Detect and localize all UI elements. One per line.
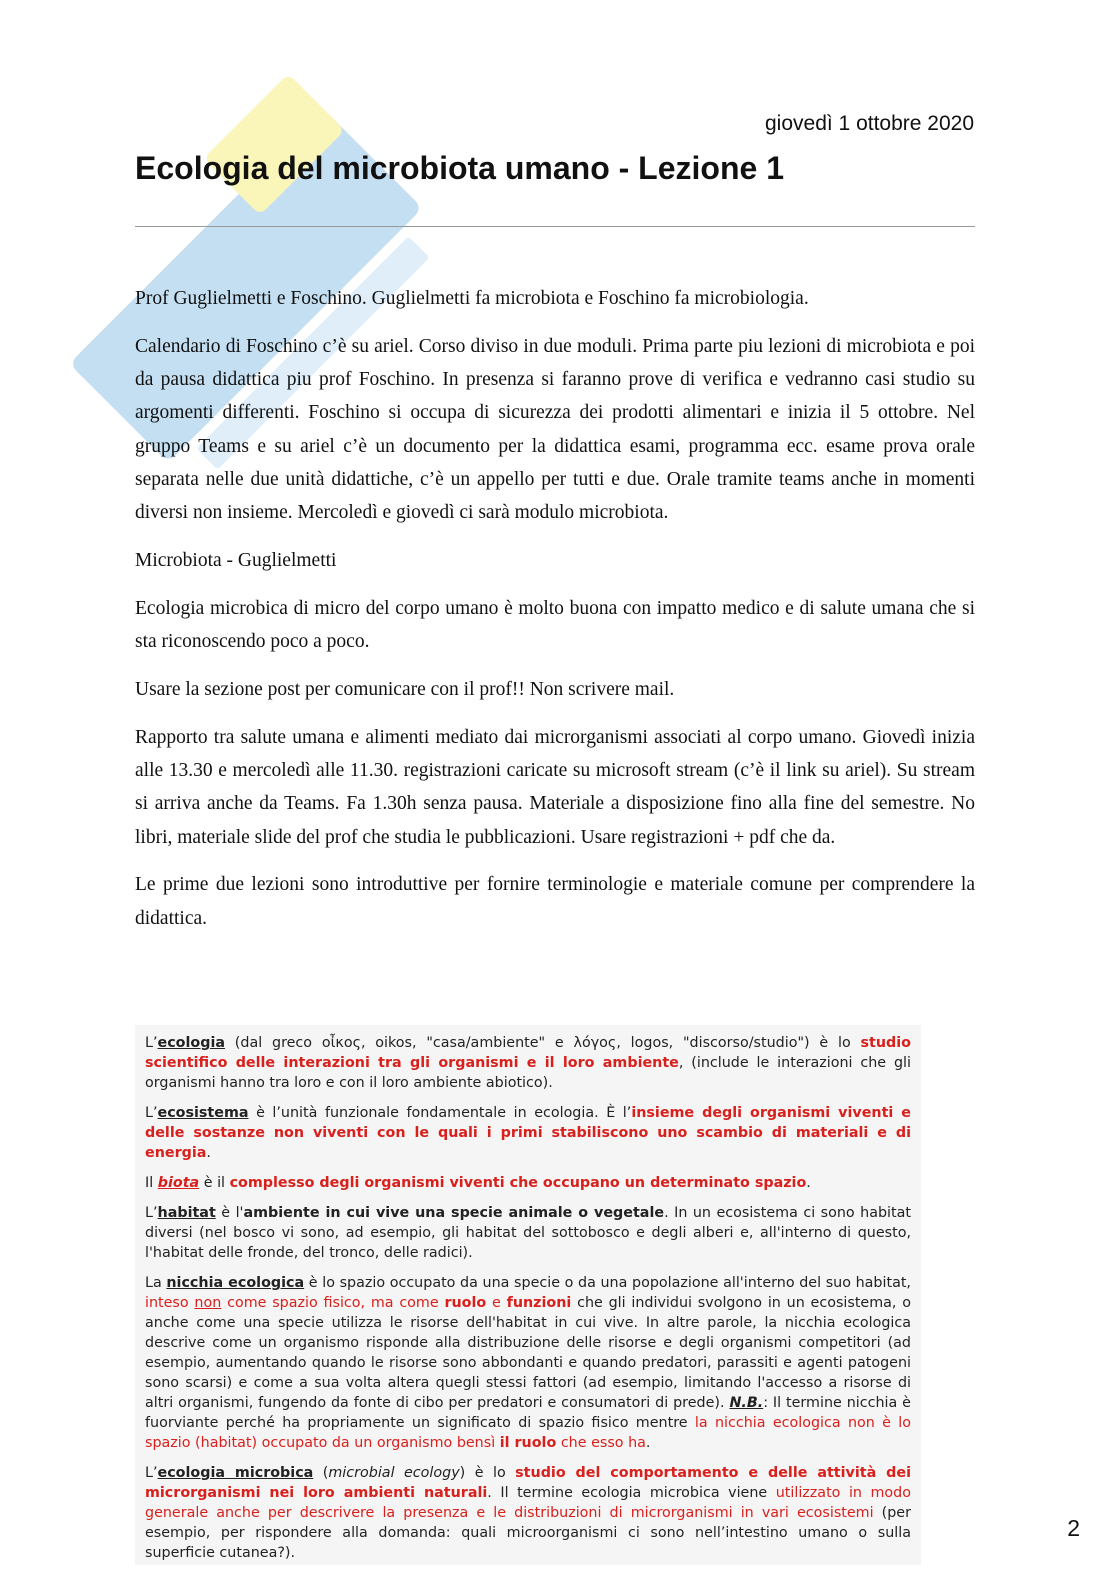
definition-biota: Il biota è il complesso degli organismi viventi che occupano un determinato spazio. bbox=[145, 1175, 811, 1191]
paragraph-calendar: Calendario di Foschino c’è su ariel. Corso diviso in due moduli. Prima parte piu lezioni di microbiota e poi da pausa didattica piu prof Foschino. In presenza si faranno prove di verifica e vedranno casi studio su argomenti differenti. Foschino si occupa di sicurezza dei prodotti alimentari e inizia il 5 ottobre. Nel gruppo Teams e su ariel c’è un documento per la didattica esami, programma ecc. esame prova orale separata nelle due unità didattiche, c’è un appello per tutti e due. Orale tramite teams anche in momenti diversi non insieme. Mercoledì e giovedì ci sarà modulo microbiota. bbox=[135, 335, 975, 524]
paragraph-professors: Prof Guglielmetti e Foschino. Guglielmetti fa microbiota e Foschino fa microbiologia. bbox=[135, 288, 809, 309]
definition-ecosistema: L’ecosistema è l’unità funzionale fondamentale in ecologia. È l’insieme degli organismi viventi e delle sostanze non viventi con le quali i primi stabiliscono uno scambio di materiali e di energia. bbox=[145, 1105, 911, 1161]
definition-habitat: L’habitat è l'ambiente in cui vive una specie animale o vegetale. In un ecosistema ci sono habitat diversi (nel bosco vi sono, ad esempio, gli habitat del sottobosco e degli alberi e, all'interno di questo, l'habitat delle fronde, del tronco, delle radici). bbox=[145, 1205, 911, 1261]
definitions-text bbox=[145, 1033, 911, 1573]
paragraph-intro-lessons: Le prime due lezioni sono introduttive per fornire terminologie e materiale comune per comprendere la didattica. bbox=[135, 874, 975, 929]
definition-ecologia: L’ecologia (dal greco οἶκος, oikos, "casa/ambiente" e λόγος, logos, "discorso/studio") è lo studio scientifico delle interazioni tra gli organismi e il loro ambiente, (include le interazioni che gli organismi hanno tra loro e con il loro ambiente abiotico). bbox=[145, 1035, 911, 1091]
definitions-slide-image bbox=[135, 1025, 921, 1565]
definition-ecologia-microbica: L’ecologia microbica (microbial ecology) è lo studio del comportamento e delle attività dei microrganismi nei loro ambienti naturali. Il termine ecologia microbica viene utilizzato in modo generale anche per descrivere la presenza e le distribuzioni di microrganismi in vari ecosistemi (per esempio, per rispondere alla domanda: quali microorganismi ci sono nell’intestino umano o sulla superficie cutanea?). bbox=[145, 1465, 912, 1561]
paragraph-module-heading: Microbiota - Guglielmetti bbox=[135, 550, 337, 572]
paragraph-microbial-ecology: Ecologia microbica di micro del corpo umano è molto buona con impatto medico e di salute umana che si sta riconoscendo poco a poco. bbox=[135, 597, 975, 653]
paragraph-schedule: Rapporto tra salute umana e alimenti mediato dai microrganismi associati al corpo umano. Giovedì inizia alle 13.30 e mercoledì alle 11.30. registrazioni caricate su microsoft stream (c’è il link su ariel). Su stream si arriva anche da Teams. Fa 1.30h senza pausa. Materiale a disposizione fino alla fine del semestre. No libri, materiale slide del prof che studia le pubblicazioni. Usare registrazioni + pdf che da. bbox=[135, 726, 975, 848]
lesson-date: giovedì 1 ottobre 2020 bbox=[765, 112, 974, 135]
paragraph-post-section: Usare la sezione post per comunicare con il prof!! Non scrivere mail. bbox=[135, 678, 675, 700]
page-title: Ecologia del microbiota umano - Lezione 1 bbox=[135, 150, 784, 186]
page-number: 2 bbox=[1067, 1515, 1080, 1541]
title-divider bbox=[135, 226, 975, 227]
definition-nicchia-ecologica: La nicchia ecologica è lo spazio occupato da una specie o da una popolazione all'interno del suo habitat, inteso non come spazio fisico, ma come ruolo e funzioni che gli individui svolgono in un ecosistema, o anche come una specie utilizza le risorse dell'habitat in cui vive. In altre parole, la nicchia ecologica descrive come un organismo risponde alla distribuzione delle risorse e degli organismi competitori (ad esempio, aumentando quando le risorse sono abbondanti e quando predatori, parassiti e agenti patogeni sono scarsi) e come a sua volta altera quegli stessi fattori (ad esempio, limitando l'accesso a risorse di altri organismi, fungendo da fonte di cibo per predatori e consumatori di prede). N.B.: Il termine nicchia è fuorviante perché ha propriamente un significato di spazio fisico mentre la nicchia ecologica non è lo spazio (habitat) occupato da un organismo bensì il ruolo che esso ha. bbox=[145, 1275, 911, 1451]
lesson-notes bbox=[135, 282, 975, 950]
